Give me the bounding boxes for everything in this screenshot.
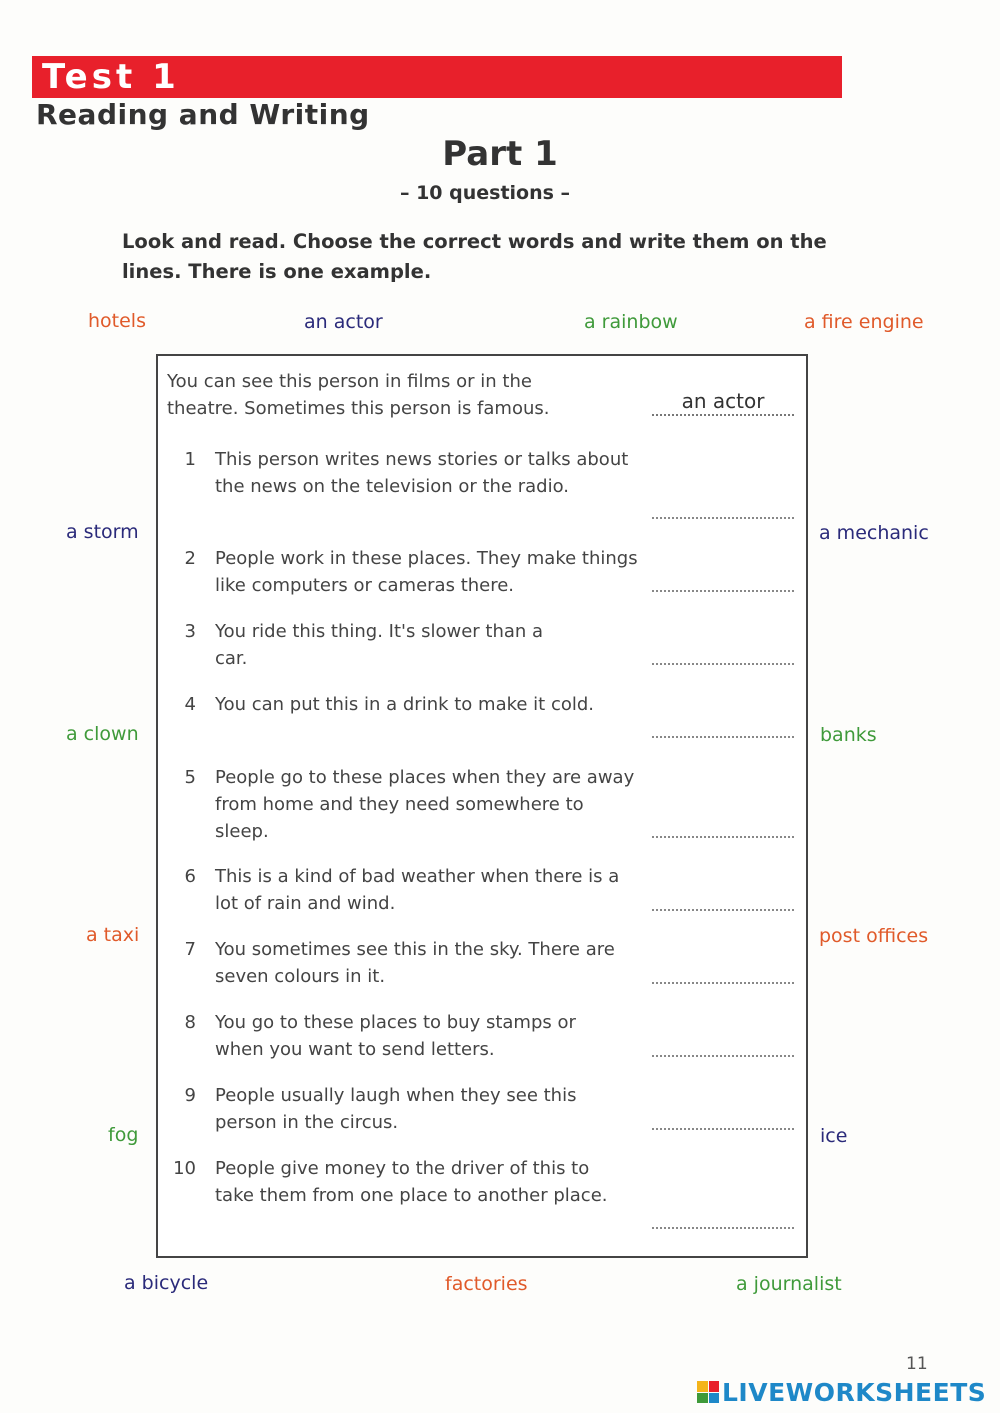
question-number: 7 xyxy=(184,939,196,960)
answer-line-9[interactable] xyxy=(652,1128,794,1130)
word-an-actor: an actor xyxy=(304,311,383,333)
liveworksheets-logo xyxy=(697,1376,986,1408)
word-a-fire-engine: a fire engine xyxy=(804,311,924,333)
answer-line-6[interactable] xyxy=(652,909,794,911)
question-number: 10 xyxy=(173,1158,196,1179)
question-number: 4 xyxy=(184,694,196,715)
section-title: Reading and Writing xyxy=(36,98,370,131)
word-banks: banks xyxy=(820,724,877,746)
word-a-storm: a storm xyxy=(66,521,139,543)
question-text: People go to these places when they are away from home and they need somewhere to sleep. xyxy=(215,767,635,842)
word-a-taxi: a taxi xyxy=(86,924,140,946)
question-text: This person writes news stories or talks about the news on the television or the radio. xyxy=(215,449,629,497)
question-count: – 10 questions – xyxy=(399,182,571,204)
question-number: 2 xyxy=(184,548,196,569)
answer-line-7[interactable] xyxy=(652,982,794,984)
word-a-clown: a clown xyxy=(66,723,139,745)
part-title: Part 1 xyxy=(442,134,558,174)
example-answer: an actor xyxy=(652,388,794,416)
question-text: You can put this in a drink to make it cold. xyxy=(215,694,595,715)
question-number: 6 xyxy=(184,866,196,887)
word-a-journalist: a journalist xyxy=(736,1273,842,1295)
answer-line-4[interactable] xyxy=(652,736,794,738)
question-text: This is a kind of bad weather when there is a lot of rain and wind. xyxy=(215,866,620,914)
question-number: 9 xyxy=(184,1085,196,1106)
page-number: 11 xyxy=(906,1354,928,1374)
word-fog: fog xyxy=(108,1124,139,1146)
question-number: 5 xyxy=(184,767,196,788)
instructions: Look and read. Choose the correct words and write them on the lines. There is one example. xyxy=(122,230,827,283)
question-text: You go to these places to buy stamps or when you want to send letters. xyxy=(215,1012,576,1060)
brand-text: LIVEWORKSHEETS xyxy=(722,1377,987,1407)
answer-line-1[interactable] xyxy=(652,517,794,519)
question-text: People work in these places. They make things like computers or cameras there. xyxy=(215,548,638,596)
word-hotels: hotels xyxy=(88,310,146,332)
question-text: You ride this thing. It's slower than a car. xyxy=(215,621,544,669)
word-factories: factories xyxy=(445,1273,528,1295)
example-text: You can see this person in films or in the theatre. Sometimes this person is famous. xyxy=(167,371,550,419)
question-text: You sometimes see this in the sky. There are seven colours in it. xyxy=(215,939,615,987)
word-a-mechanic: a mechanic xyxy=(819,522,929,544)
question-number: 3 xyxy=(184,621,196,642)
question-text: People give money to the driver of this to take them from one place to another place. xyxy=(215,1158,608,1206)
word-ice: ice xyxy=(820,1125,848,1147)
answer-line-3[interactable] xyxy=(652,663,794,665)
word-post-offices: post offices xyxy=(819,925,929,947)
brand-grid-icon xyxy=(697,1381,719,1403)
answer-line-2[interactable] xyxy=(652,590,794,592)
answer-line-5[interactable] xyxy=(652,836,794,838)
word-a-rainbow: a rainbow xyxy=(584,311,678,333)
test-banner xyxy=(32,56,842,98)
question-text: People usually laugh when they see this person in the circus. xyxy=(215,1085,577,1133)
question-number: 8 xyxy=(184,1012,196,1033)
test-label: Test 1 xyxy=(42,57,180,97)
question-number: 1 xyxy=(184,449,196,470)
word-a-bicycle: a bicycle xyxy=(124,1272,209,1294)
answer-line-10[interactable] xyxy=(652,1227,794,1229)
answer-line-8[interactable] xyxy=(652,1055,794,1057)
